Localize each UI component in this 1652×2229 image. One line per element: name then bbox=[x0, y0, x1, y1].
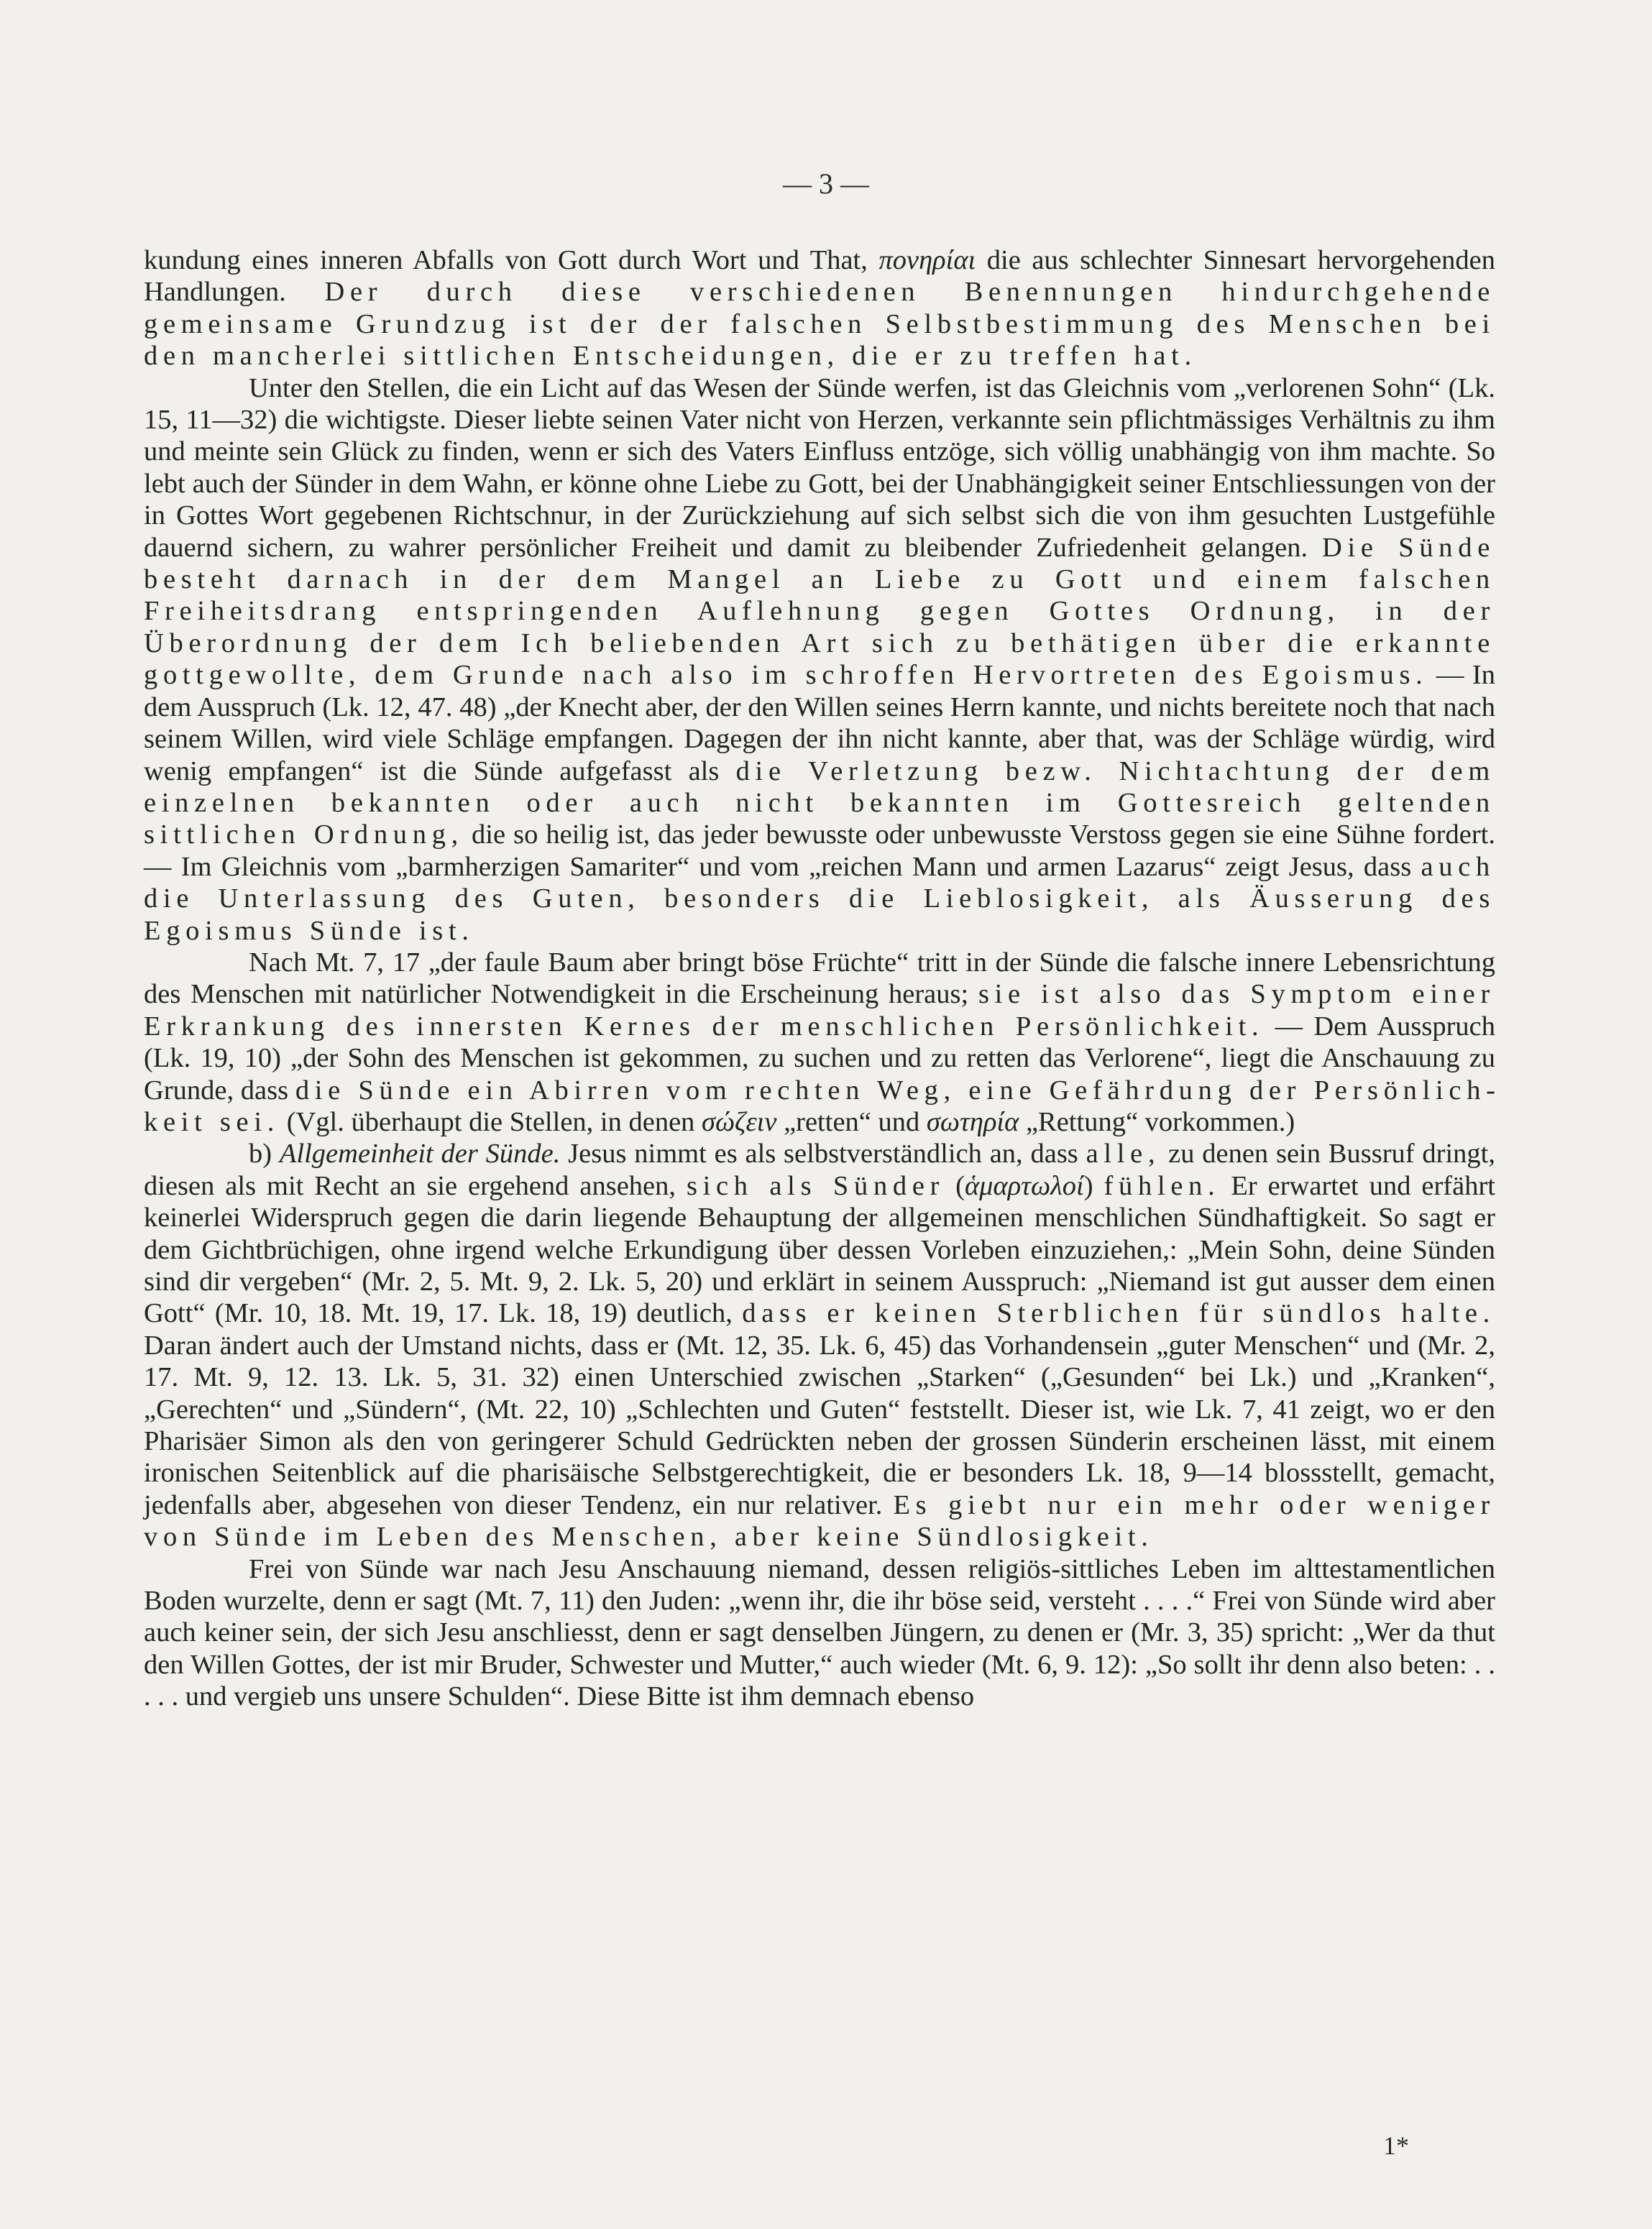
text-run: „retten“ und bbox=[776, 1106, 927, 1137]
signature-mark: 1* bbox=[1383, 2131, 1409, 2160]
text-run: die aus schlechter Sinnesart hervorgehenden Handlungen. bbox=[144, 245, 1495, 308]
spaced-emphasis: dass er keinen Sterblichen für sündlos halte. bbox=[742, 1298, 1495, 1329]
paragraph-3 bbox=[144, 947, 1495, 1138]
text-run: Unter den Stellen, die ein Licht auf das Wesen der Sünde werfen, ist das Gleichnis vom „verlorenen Sohn“ (Lk. 15, 11—32) die wichtigste. Dieser liebte seinen Vater nicht von Herzen, verkannte sein pflichtmässiges Verhältnis zu ihm und meinte sein Glück zu finden, wenn er sich des Vaters Einfluss entzöge, sich völlig unabhängig von ihm machte. So lebt auch der Sünder in dem Wahn, er könne ohne Liebe zu Gott, bei der Unabhängigkeit seiner Entschliessungen von der in Gottes Wort gegebenen Richtschnur, in der Zurückziehung auf sich selbst sich die von ihm gesuchten Lustgefühle dauernd sichern, zu wahrer persönlicher Freiheit und damit zu bleibender Zufriedenheit gelangen. bbox=[144, 372, 1495, 563]
text-run: — Dem Ausspruch (Lk. 19, 10) „der Sohn des Menschen ist gekommen, zu suchen und zu retten das Verlorene“, liegt die Anschauung zu Grunde, dass bbox=[144, 1011, 1495, 1106]
text-run: ) bbox=[1083, 1170, 1104, 1201]
spaced-emphasis: alle, bbox=[1086, 1139, 1161, 1169]
spaced-emphasis: die Verletzung bezw. Nichtachtung der dem einzelnen bekannten oder auch nicht bekannten im Gottesreich geltenden sittlichen Ordnung, bbox=[144, 755, 1495, 850]
text-run: „Rettung“ vorkommen.) bbox=[1019, 1106, 1295, 1137]
spaced-emphasis: die Sünde ein Abirren vom rechten Weg, eine Gefährdung der Persönlichkeit sei. bbox=[144, 1075, 1495, 1137]
paragraph-2 bbox=[144, 372, 1495, 947]
greek-term: σωτηρία bbox=[926, 1106, 1019, 1137]
text-run: Nach Mt. 7, 17 „der faule Baum aber bringt böse Früchte“ tritt in der Sünde die falsche innere Lebensrichtung des Menschen mit natürlicher Notwendigkeit in die Erscheinung heraus; bbox=[144, 947, 1495, 1010]
page-number: — 3 — bbox=[783, 167, 869, 200]
spaced-emphasis: Es giebt nur ein mehr oder weniger von Sünde im Leben des Menschen, aber keine Sündlosigkeit. bbox=[144, 1489, 1496, 1553]
text-run: — In dem Ausspruch (Lk. 12, 47. 48) „der Knecht aber, der den Willen seines Herrn kannte, und nichts bereitete noch that nach seinem Willen, wird viele Schläge empfangen. Dagegen der ihn nicht kannte, aber that, was der Schläge würdig, wird wenig empfangen“ ist die Sünde aufgefasst als bbox=[144, 660, 1495, 786]
text-run: zu denen sein Bussruf dringt, diesen als mit Recht an sie ergehend ansehen, bbox=[144, 1139, 1495, 1201]
spaced-emphasis: Der durch diese verschiedenen Benennungen hindurchgehende gemeinsame Grundzug ist der der falschen Selbstbestimmung des Menschen bei den mancherlei sittlichen Entscheidungen, die er zu treffen hat. bbox=[144, 277, 1495, 372]
paragraph-1 bbox=[144, 244, 1495, 372]
body-text bbox=[144, 244, 1495, 1713]
greek-term: ἁμαρτωλοί bbox=[964, 1170, 1084, 1201]
paragraph-4 bbox=[144, 1138, 1495, 1553]
text-run: b) bbox=[249, 1139, 280, 1169]
text-run: Daran ändert auch der Umstand nichts, dass er (Mt. 12, 35. Lk. 6, 45) das Vorhandensein „guter Menschen“ und (Mr. 2, 17. Mt. 9, 12. 13. Lk. 5, 31. 32) einen Unterschied zwischen „Starken“ („Gesunden“ bei Lk.) und „Kranken“, „Gerechten“ und „Sündern“, (Mt. 22, 10) „Schlechten und Guten“ feststellt. Dieser ist, wie Lk. 7, 41 zeigt, wo er den Pharisäer Simon als den von geringerer Schuld Gedrückten neben der grossen Sünderin erscheinen lässt, mit einem ironischen Seitenblick auf die pharisäische Selbstgerechtigkeit, die er besonders Lk. 18, 9—14 blossstellt, gemacht, jedenfalls aber, abgesehen von dieser Tendenz, ein nur relativer. bbox=[144, 1330, 1495, 1520]
text-run: kundung eines inneren Abfalls von Gott durch Wort und That, bbox=[144, 245, 879, 275]
spaced-emphasis: Die Sünde besteht darnach in der dem Mangel an Liebe zu Gott und einem falschen Freiheitsdrang entspringenden Auflehnung gegen Gottes Ordnung, in der Überordnung der dem Ich beliebenden Art sich zu bethätigen über die erkannte gottgewollte, dem Grunde nach also im schroffen Hervortreten des Egoismus. bbox=[144, 532, 1495, 691]
text-run: (Vgl. überhaupt die Stellen, in denen bbox=[280, 1106, 702, 1137]
spaced-emphasis: auch die Unterlassung des Guten, besonders die Lieblosigkeit, als Äusserung des Egoismus Sünde ist. bbox=[144, 851, 1495, 946]
spaced-emphasis: fühlen. bbox=[1103, 1170, 1221, 1201]
spaced-emphasis: sich als Sünder bbox=[686, 1170, 945, 1201]
spaced-emphasis: sie ist also das Symptom einer Erkrankung des innersten Kernes der menschlichen Persönlichkeit. bbox=[144, 979, 1495, 1042]
section-heading: Allgemeinheit der Sünde. bbox=[279, 1139, 561, 1169]
text-run: Jesus nimmt es als selbstverständlich an, dass bbox=[560, 1139, 1086, 1169]
greek-term: σώζειν bbox=[702, 1106, 777, 1137]
text-run: die so heilig ist, das jeder bewusste oder unbewusste Verstoss gegen sie eine Sühne fordert. — Im Gleichnis vom „barmherzigen Samariter“ und vom „reichen Mann und armen Lazarus“ zeigt Jesus, dass bbox=[144, 819, 1495, 882]
text-run: ( bbox=[945, 1170, 965, 1201]
text-run: Er erwartet und erfährt keinerlei Widerspruch gegen die darin liegende Behauptung der allgemeinen menschlichen Sündhaftigkeit. So sagt er dem Gichtbrüchigen, ohne irgend welche Erkundigung über dessen Vorleben einzuziehen,: „Mein Sohn, deine Sünden sind dir vergeben“ (Mr. 2, 5. Mt. 9, 2. Lk. 5, 20) und erklärt in seinem Ausspruch: „Niemand ist gut ausser dem einen Gott“ (Mr. 10, 18. Mt. 19, 17. Lk. 18, 19) deutlich, bbox=[144, 1170, 1495, 1329]
text-run: Frei von Sünde war nach Jesu Anschauung niemand, dessen religiös-sittliches Leben im alttestamentlichen Boden wurzelte, denn er sagt (Mt. 7, 11) den Juden: „wenn ihr, die ihr böse seid, versteht . . . .“ Frei von Sünde wird aber auch keiner sein, der sich Jesu anschliesst, denn er sagt denselben Jüngern, zu denen er (Mr. 3, 35) spricht: „Wer da thut den Willen Gottes, der ist mir Bruder, Schwester und Mutter,“ auch wieder (Mt. 6, 9. 12): „So sollt ihr denn also beten: . . . . . und vergieb uns unsere Schulden“. Diese Bitte ist ihm demnach ebenso bbox=[144, 1553, 1495, 1712]
paragraph-5 bbox=[144, 1553, 1495, 1713]
greek-term: πονηρίαι bbox=[878, 245, 976, 275]
